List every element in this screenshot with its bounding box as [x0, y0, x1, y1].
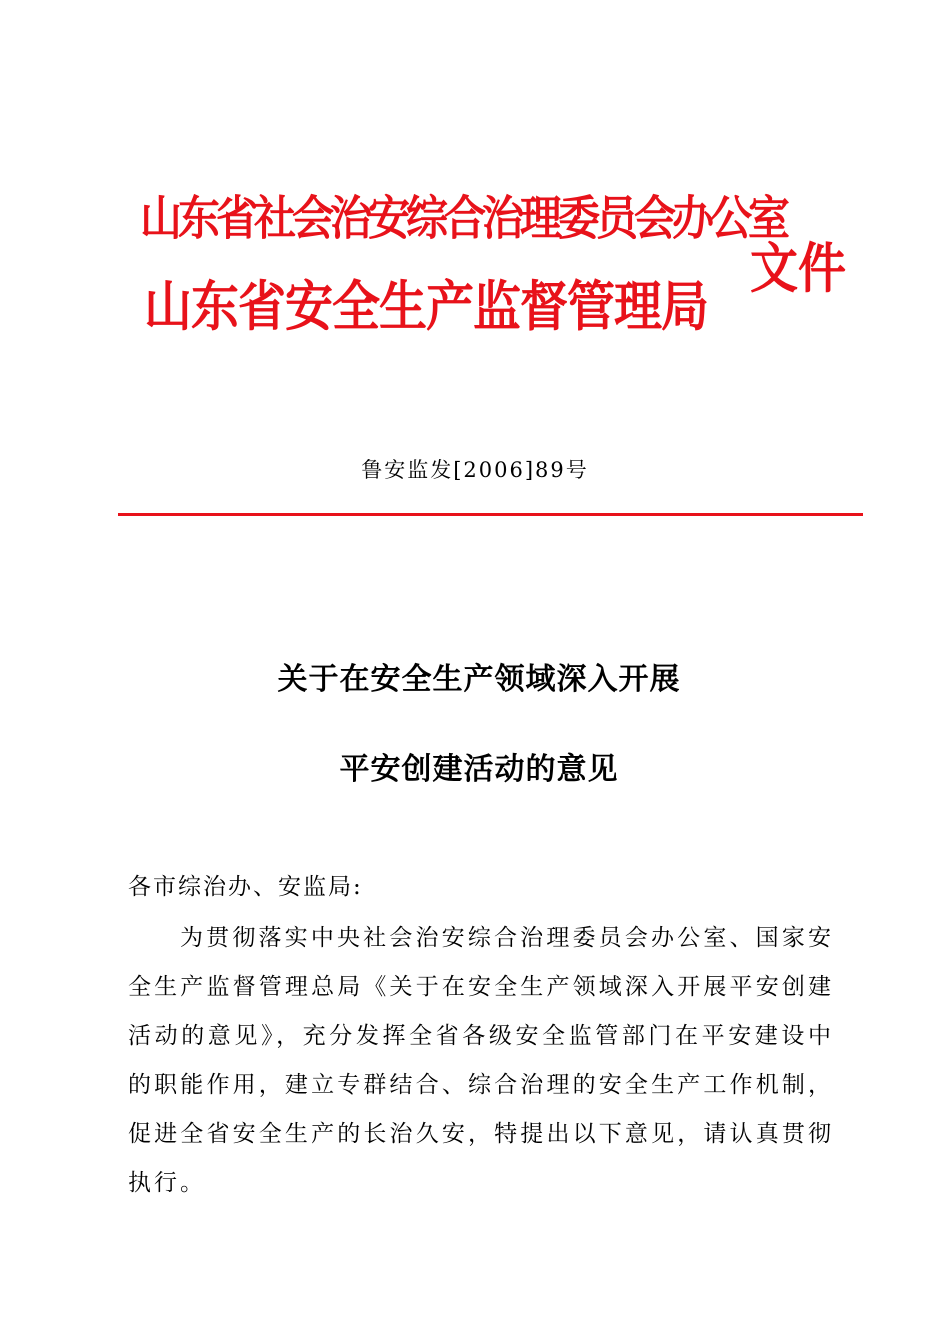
- body-paragraph: 为贯彻落实中央社会治安综合治理委员会办公室、国家安全生产监督管理总局《关于在安全生产领域深入开展平安创建活动的意见》，充分发挥全省各级安全监管部门在平安建设中的职能作用，建立专群结合、综合治理的安全生产工作机制，促进全省安全生产的长治久安，特提出以下意见，请认真贯彻执行。: [128, 925, 834, 1196]
- document-header: [140, 185, 860, 345]
- issuer-name-2: 山东省安全生产监督管理局: [144, 275, 709, 339]
- issuer-name-1: 山东省社会治安综合治理委员会办公室: [140, 190, 787, 246]
- salutation: 各市综治办、安监局:: [128, 874, 363, 900]
- document-type-label: 文件: [750, 237, 847, 301]
- document-title-line-2: 平安创建活动的意见: [339, 752, 619, 787]
- header-divider: [118, 513, 863, 516]
- document-number: 鲁安监发[2006]89号: [361, 458, 589, 482]
- document-title-line-1: 关于在安全生产领域深入开展: [277, 662, 681, 697]
